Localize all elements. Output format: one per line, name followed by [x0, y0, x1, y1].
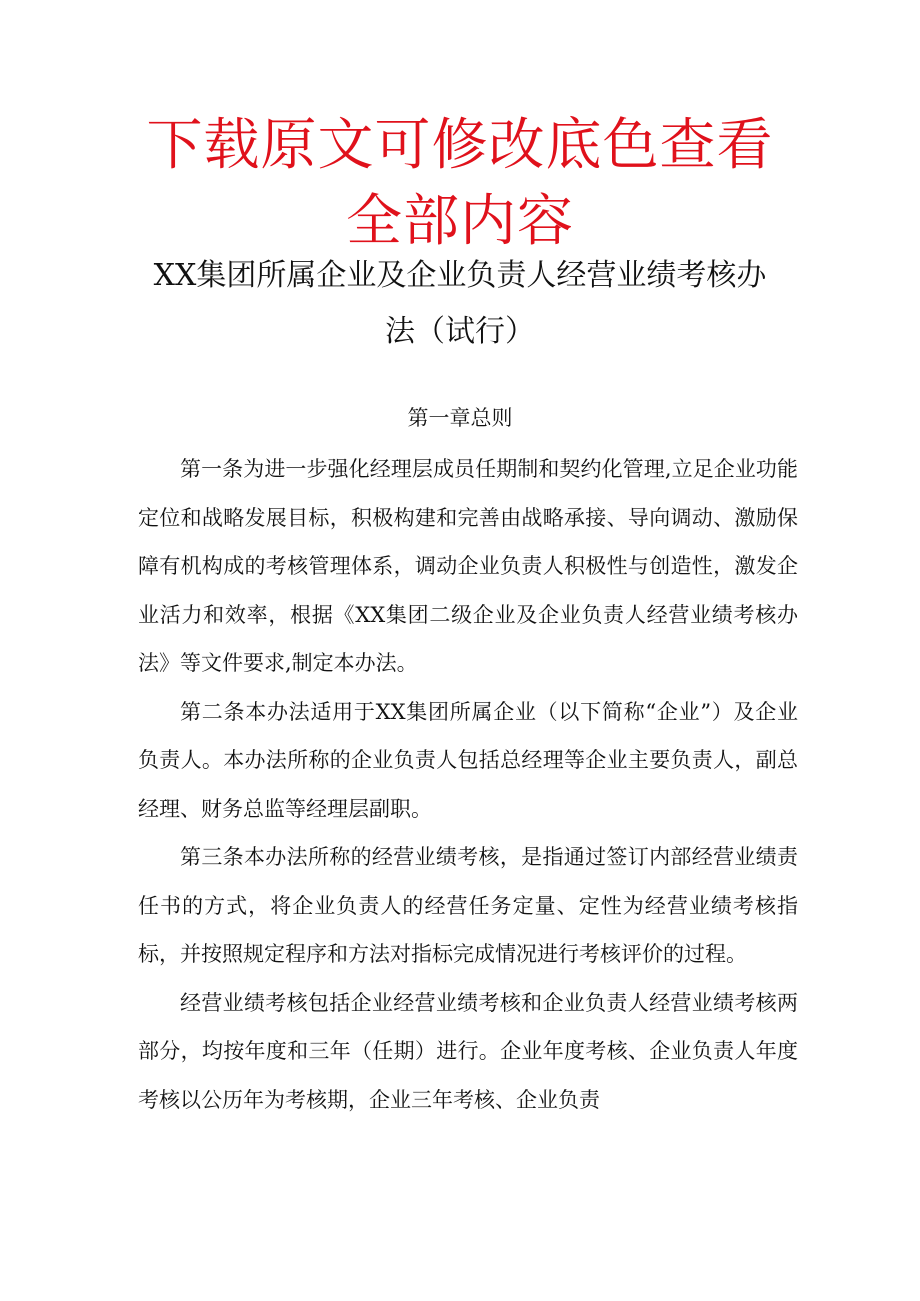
chapter-heading: 第一章总则: [407, 406, 513, 430]
download-banner[interactable]: [100, 108, 820, 260]
paragraph-article-1: 第一条为进一步强化经理层成员任期制和契约化管理,立足企业功能定位和战略发展目标，积极构建和完善由战略承接、导向调动、激励保障有机构成的考核管理体系，调动企业负责人积极性与创造性，激发企业活力和效率，根据《XX集团二级企业及企业负责人经营业绩考核办法》等文件要求,制定本办法。: [138, 457, 798, 675]
document-title-line-1: XX集团所属企业及企业负责人经营业绩考核办: [153, 258, 767, 293]
paragraph-article-3: 第三条本办法所称的经营业绩考核，是指通过签订内部经营业绩责任书的方式，将企业负责人的经营任务定量、定性为经营业绩考核指标，并按照规定程序和方法对指标完成情况进行考核评价的过程。: [138, 845, 798, 966]
banner-line-2: 全部内容: [346, 189, 574, 254]
paragraph-article-2: 第二条本办法适用于XX集团所属企业（以下简称“企业”）及企业负责人。本办法所称的企业负责人包括总经理等企业主要负责人，副总经理、财务总监等经理层副职。: [138, 699, 798, 821]
document-body: [138, 445, 798, 1124]
banner-line-1: 下载原文可修改底色查看: [146, 113, 774, 178]
document-title-line-2: 法（试行）: [385, 314, 535, 349]
paragraph-assessment-scope: 经营业绩考核包括企业经营业绩考核和企业负责人经营业绩考核两部分，均按年度和三年（任期）进行。企业年度考核、企业负责人年度考核以公历年为考核期，企业三年考核、企业负责: [138, 990, 798, 1112]
document-title: [120, 248, 800, 360]
